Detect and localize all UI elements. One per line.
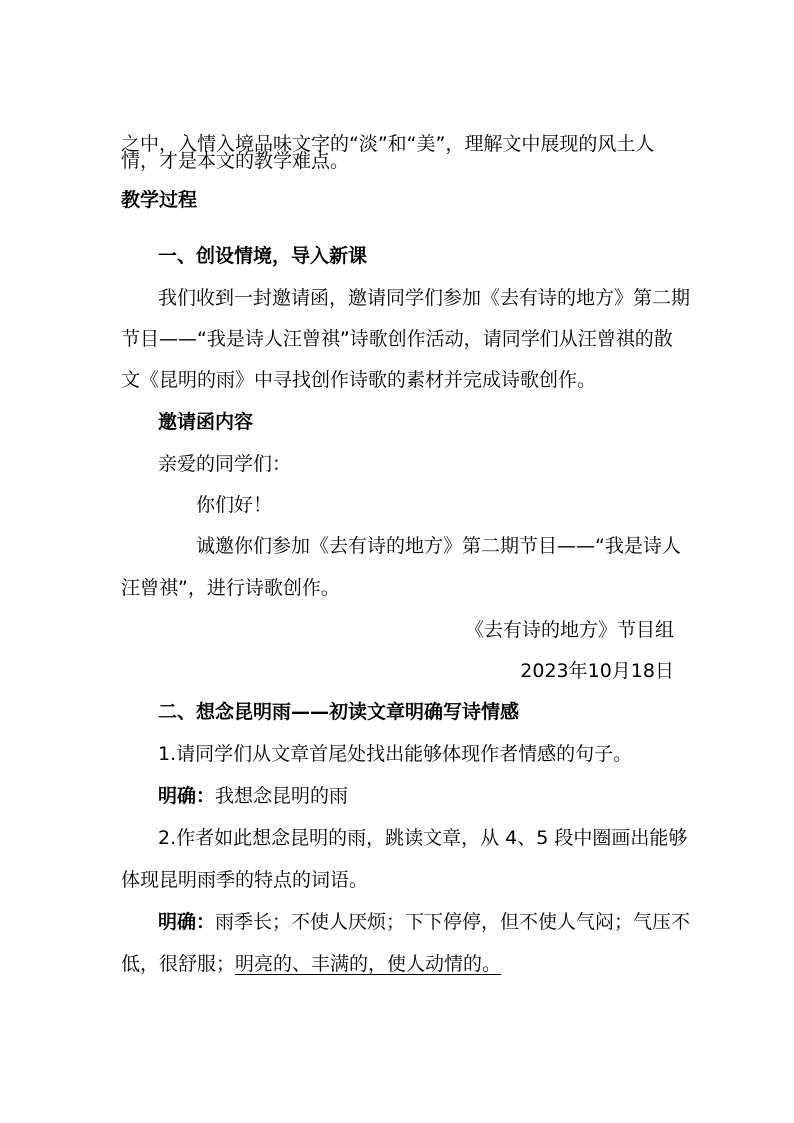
question-2-line: 2.作者如此想念昆明的雨，跳读文章，从 4、5 段中圈画出能够 [158, 827, 688, 849]
answer-2-line [158, 909, 690, 935]
answer-text: 雨季长；不使人厌烦；下下停停，但不使人气闷；气压不 [215, 911, 691, 933]
invitation-body-line: 诚邀你们参加《去有诗的地方》第二期节目——“我是诗人 [196, 535, 681, 557]
question-2-line: 体现昆明雨季的特点的词语。 [121, 869, 369, 891]
answer-text: 低，很舒服； [121, 953, 236, 975]
invitation-signature: 《去有诗的地方》节目组 [464, 619, 674, 641]
paragraph-line: 文《昆明的雨》中寻找创作诗歌的素材并完成诗歌创作。 [121, 369, 597, 391]
question-1: 1.请同学们从文章首尾处找出能够体现作者情感的句子。 [158, 743, 633, 765]
paragraph-line: 情，才是本文的教学难点。 [121, 150, 350, 172]
answer-text: 我想念昆明的雨 [215, 785, 349, 807]
part2-heading: 二、想念昆明雨——初读文章明确写诗情感 [158, 701, 520, 723]
invitation-heading: 邀请函内容 [158, 411, 254, 433]
section-heading: 教学过程 [121, 189, 198, 211]
paragraph-line: 我们收到一封邀请函，邀请同学们参加《去有诗的地方》第二期 [158, 287, 691, 309]
invitation-body-line: 汪曾祺”，进行诗歌创作。 [121, 577, 340, 599]
answer-1 [158, 783, 348, 809]
paragraph-line: 节目——“我是诗人汪曾祺”诗歌创作活动，请同学们从汪曾祺的散 [121, 328, 673, 350]
answer-label: 明确： [158, 911, 216, 933]
answer-2-line [121, 951, 501, 977]
part1-heading: 一、创设情境，导入新课 [158, 245, 368, 267]
invitation-greeting: 你们好！ [196, 494, 273, 516]
underlined-answer-text: 明亮的、丰满的，使人动情的。 [235, 953, 502, 975]
invitation-date: 2023年10月18日 [520, 660, 674, 682]
invitation-salutation: 亲爱的同学们： [158, 453, 292, 475]
answer-label: 明确： [158, 785, 216, 807]
paragraph-line: 之中，入情入境品味文字的“淡”和“美”，理解文中展现的风土人 [121, 133, 655, 155]
